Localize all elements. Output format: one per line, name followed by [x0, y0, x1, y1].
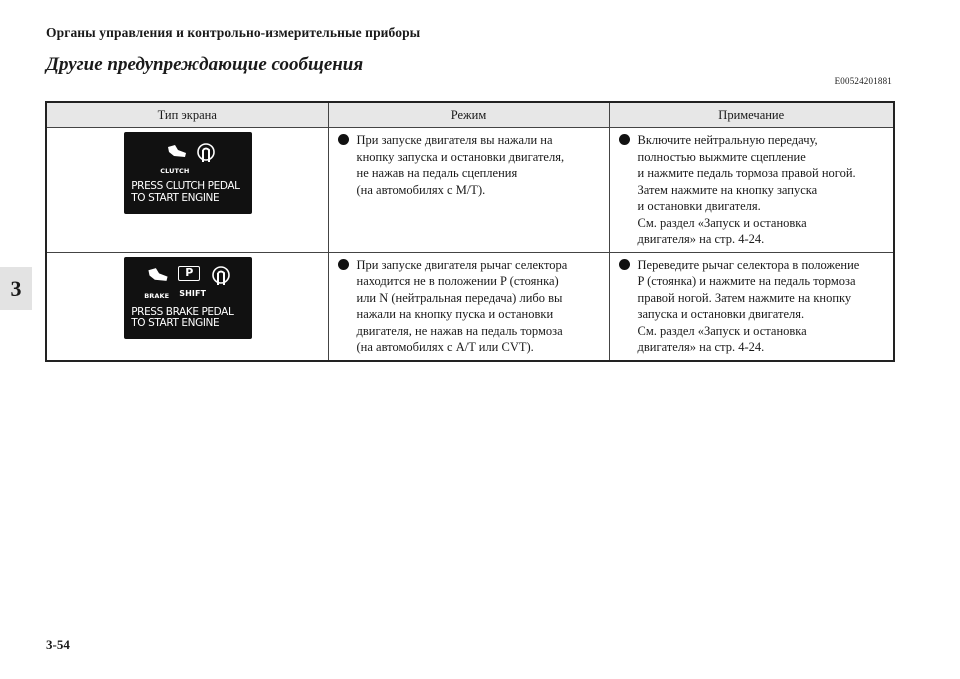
note-cell	[609, 252, 894, 361]
shift-tag: SHIFT	[179, 288, 207, 298]
note-text: Переведите рычаг селектора в положение P (стоянка) и нажмите на педаль тормоза правой ногой. Затем нажмите на кнопку запуска и остановки двигателя. См. раздел «Запуск и остановка двигателя» на стр. 4-24.	[637, 257, 860, 354]
bullet-icon	[619, 134, 630, 145]
column-header-screen-type: Тип экрана	[46, 102, 328, 128]
clutch-display-message: PRESS CLUTCH PEDAL TO START ENGINE	[131, 180, 240, 204]
page-number: 3-54	[46, 637, 70, 652]
mode-cell	[328, 128, 609, 253]
brake-tag: BRAKE	[144, 291, 170, 300]
column-header-mode: Режим	[328, 102, 609, 128]
running-header: Органы управления и контрольно-измерительные приборы	[46, 25, 421, 40]
table-header-row	[46, 102, 894, 128]
screen-type-cell	[46, 252, 328, 361]
bullet-icon	[338, 259, 349, 270]
table-row	[46, 252, 894, 361]
gear-p-icon: P	[178, 266, 200, 281]
bullet-icon	[619, 259, 630, 270]
column-header-note: Примечание	[609, 102, 894, 128]
section-code: E00524201881	[834, 76, 892, 86]
start-button-icon	[210, 265, 232, 289]
clutch-tag: CLUTCH	[160, 167, 190, 175]
section-title: Другие предупреждающие сообщения	[46, 54, 364, 75]
foot-pedal-icon	[166, 144, 188, 160]
mode-text: При запуске двигателя вы нажали на кнопку запуска и остановки двигателя, не нажав на педаль сцепления (на автомобилях с M/T).	[356, 133, 565, 197]
start-button-icon	[195, 142, 217, 166]
brake-shift-warning-display	[124, 257, 252, 339]
warning-messages-table	[45, 101, 895, 362]
foot-pedal-icon	[146, 267, 170, 284]
clutch-warning-display	[124, 132, 252, 214]
chapter-tab: 3	[0, 267, 32, 310]
note-text: Включите нейтральную передачу, полностью выжмите сцепление и нажмите педаль тормоза правой ногой. Затем нажмите на кнопку запуска и остановки двигателя. См. раздел «Запуск и остановка двигателя» на стр. 4-24.	[637, 133, 856, 246]
bullet-icon	[338, 134, 349, 145]
mode-cell	[328, 252, 609, 361]
screen-type-cell	[46, 128, 328, 253]
table-row	[46, 128, 894, 253]
mode-text: При запуске двигателя рычаг селектора находится не в положении P (стоянка) или N (нейтральная передача) либо вы нажали на кнопку пуска и остановки двигателя, не нажав на педаль тормоза (на автомобилях с A/T или CVT).	[356, 257, 568, 354]
note-cell	[609, 128, 894, 253]
brake-display-message: PRESS BRAKE PEDAL TO START ENGINE	[131, 305, 234, 329]
